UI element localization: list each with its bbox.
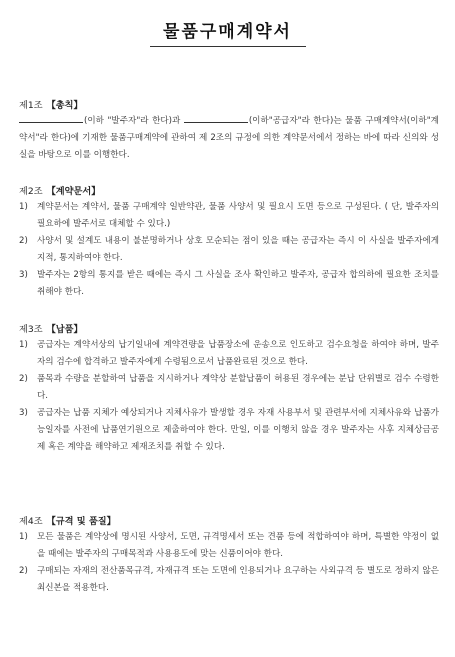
article-name: 【총칙】 — [46, 100, 83, 111]
blank-line — [184, 113, 248, 123]
blank-line — [19, 113, 83, 123]
list-item: 1) 모든 물품은 계약상에 명시된 사양서, 도면, 규격명세서 또는 견품 등에 적합하여야 하며, 특별한 약정이 없을 때에는 발주자의 구매목적과 사용용도에 맞는 신품이어야 한다. — [19, 532, 439, 559]
article-label: 제2조 — [19, 186, 43, 197]
article-text: (이하 "발주자"라 한다)과 (이하"공급자"라 한다)는 물품 구매계약서(이하"계약서"라 한다)에 기재한 물품구매계약에 관하여 제 2조의 규정에 의한 계약문서에서 정하는 바에 따라 신의와 성실을 바탕으로 이를 이행한다. — [19, 113, 439, 164]
list-item: 3) 발주자는 2항의 통지를 받은 때에는 즉시 그 사실을 조사 확인하고 발주자, 공급자 합의하에 필요한 조치를 취해야 한다. — [19, 270, 439, 297]
article-name: 【계약문서】 — [46, 186, 101, 197]
list-item: 2) 품목과 수량을 분할하여 납품을 지시하거나 계약상 분할납품이 허용된 경우에는 분납 단위별로 검수 수령한다. — [19, 374, 439, 401]
list-item: 1) 계약문서는 계약서, 물품 구매계약 일반약관, 물품 사양서 및 필요시 도면 등으로 구성된다. ( 단, 발주자의 필요하에 발주서로 대체할 수 있다.) — [19, 202, 439, 229]
article-heading — [19, 97, 439, 111]
article-heading — [19, 513, 439, 527]
article-2 — [19, 183, 439, 301]
list-item: 1) 공급자는 계약서상의 납기일내에 계약견량을 납품장소에 운송으로 인도하고 검수요청을 하여야 하며, 발주자의 검수에 합격하고 발주자에게 수령됨으로서 납품완료된 것으로 한다. — [19, 340, 439, 367]
article-label: 제4조 — [19, 516, 43, 527]
document-title: 물품구매계약서 — [163, 22, 292, 42]
list-item: 2) 구매되는 자재의 전산품목규격, 자재규격 또는 도면에 인용되거나 요구하는 사외규격 등 별도로 정하지 않은 최신본을 적용한다. — [19, 566, 439, 593]
title-underline — [150, 46, 306, 47]
article-4 — [19, 513, 439, 597]
list-item: 2) 사양서 및 설계도 내용이 불분명하거나 상호 모순되는 점이 있을 때는 공급자는 즉시 이 사실을 발주자에게 지적, 통지하여야 한다. — [19, 236, 439, 263]
article-3 — [19, 321, 439, 456]
article-label: 제3조 — [19, 324, 43, 335]
article-heading — [19, 321, 439, 335]
article-name: 【납품】 — [46, 324, 83, 335]
article-name: 【규격 및 품질】 — [46, 516, 116, 527]
article-label: 제1조 — [19, 100, 43, 111]
list-item: 3) 공급자는 납품 지체가 예상되거나 지체사유가 발생할 경우 자재 사용부서 및 관련부서에 지체사유와 납품가능일자를 사전에 납품연기원으로 제출하여야 한다. 만일, 이를 이행치 않을 경우 발주자는 사후 지체상금공제 혹은 계약을 해약하고 제재조치를 취할 수 있다. — [19, 408, 439, 452]
article-heading — [19, 183, 439, 197]
article-1 — [19, 97, 439, 164]
